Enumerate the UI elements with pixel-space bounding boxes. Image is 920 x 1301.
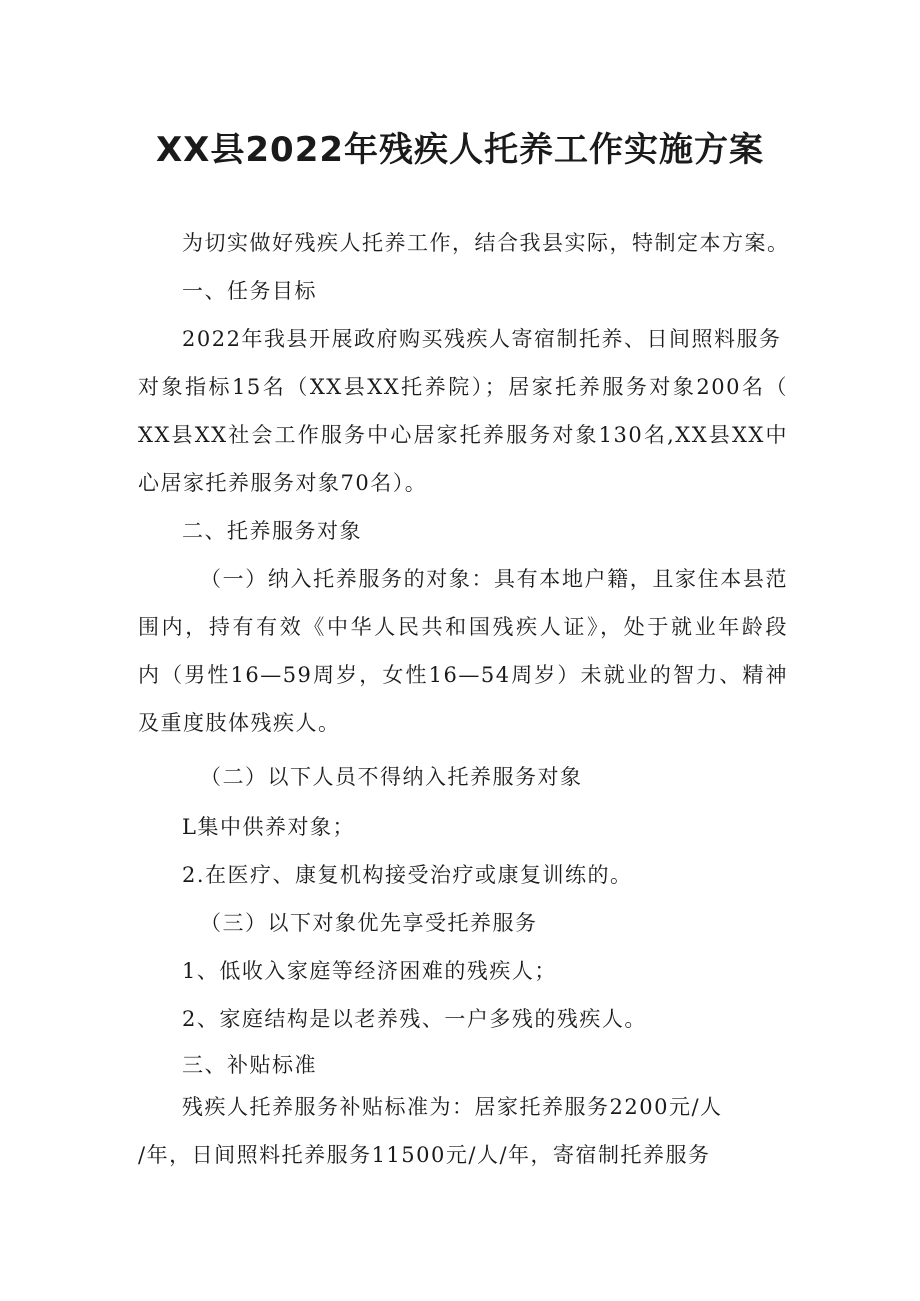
subsection-heading: （三）以下对象优先享受托养服务 bbox=[200, 911, 538, 935]
section-heading-targets: 二、托养服务对象 bbox=[182, 519, 362, 543]
intro-paragraph: 为切实做好残疾人托养工作，结合我县实际，特制定本方案。 bbox=[182, 231, 790, 255]
paragraph-line: 及重度肢体残疾人。 bbox=[138, 711, 341, 735]
list-item: 1、低收入家庭等经济困难的残疾人； bbox=[182, 959, 557, 983]
paragraph-line: /年，日间照料托养服务11500元/人/年，寄宿制托养服务 bbox=[138, 1143, 711, 1167]
paragraph-line: 对象指标15名（XX县XX托养院）；居家托养服务对象200名（ bbox=[138, 375, 788, 399]
paragraph-line: 残疾人托养服务补贴标准为：居家托养服务2200元/人 bbox=[182, 1095, 723, 1119]
paragraph-line: 2022年我县开展政府购买残疾人寄宿制托养、日间照料服务 bbox=[182, 327, 782, 351]
document-title: XX县2022年残疾人托养工作实施方案 bbox=[155, 130, 765, 170]
paragraph-line: 心居家托养服务对象70名）。 bbox=[138, 471, 428, 495]
paragraph-line: 围内，持有有效《中华人民共和国残疾人证》，处于就业年龄段 bbox=[138, 615, 788, 639]
subsection-heading: （二）以下人员不得纳入托养服务对象 bbox=[200, 765, 583, 789]
list-item: 2、家庭结构是以老养残、一户多残的残疾人。 bbox=[182, 1007, 647, 1031]
paragraph-line: XX县XX社会工作服务中心居家托养服务对象130名,XX县XX中 bbox=[138, 423, 788, 447]
section-heading-goals: 一、任务目标 bbox=[182, 279, 317, 303]
paragraph-line: （一）纳入托养服务的对象：具有本地户籍，且家住本县范 bbox=[200, 567, 788, 591]
section-heading-subsidy: 三、补贴标准 bbox=[182, 1053, 317, 1077]
list-item: 2.在医疗、康复机构接受治疗或康复训练的。 bbox=[182, 863, 633, 887]
paragraph-line: 内（男性16—59周岁，女性16—54周岁）未就业的智力、精神 bbox=[138, 663, 788, 687]
list-item: L集中供养对象； bbox=[182, 815, 355, 839]
